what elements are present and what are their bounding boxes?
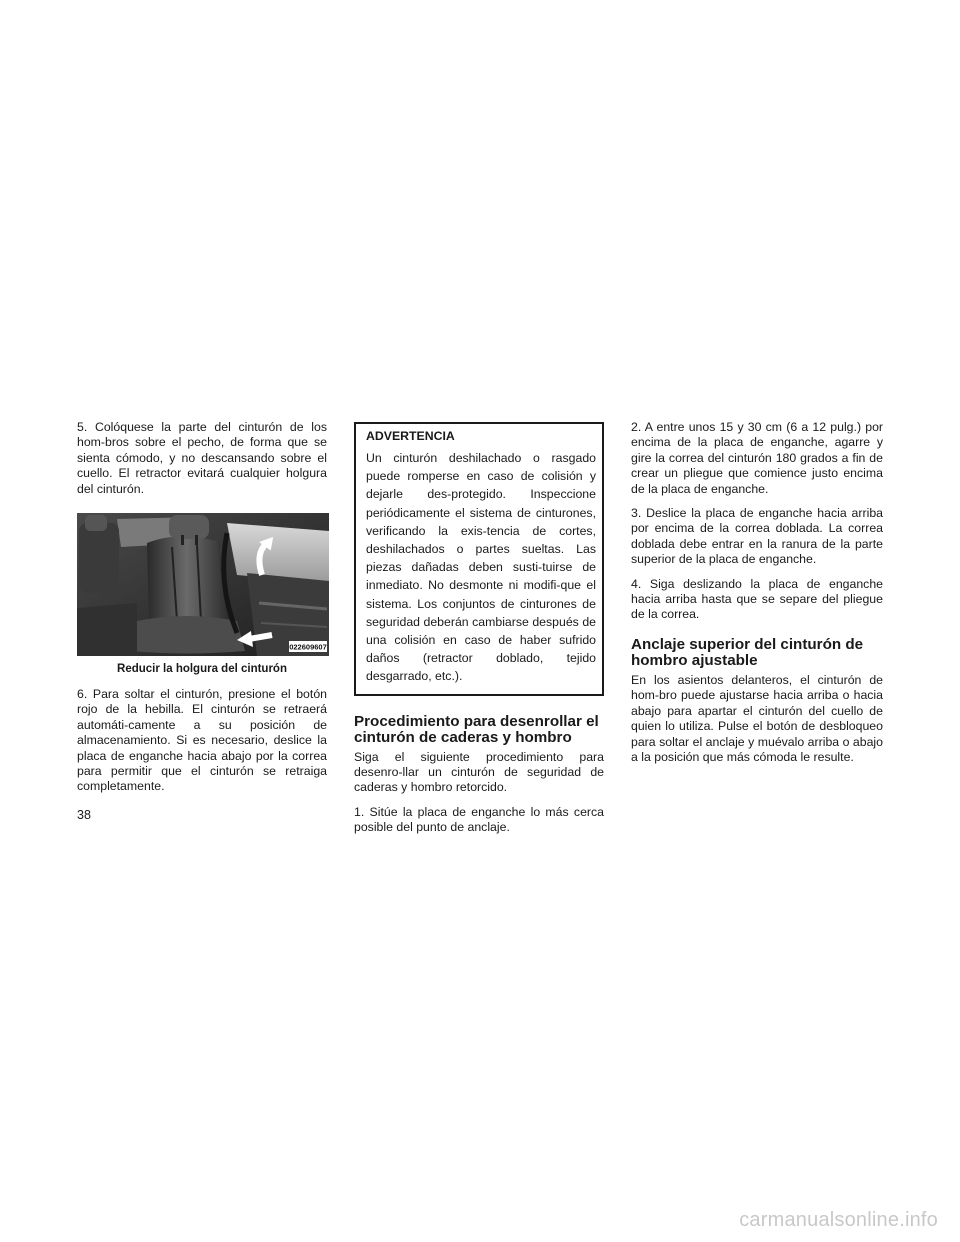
step-5-text: 5. Colóquese la parte del cinturón de los hom-bros sobre el pecho, de forma que se sienta cómodo, y no descansando sobre el cuello. El retractor evitará cualquier holgura del cinturón. <box>77 420 327 496</box>
seat-belt-figure <box>77 513 329 656</box>
step-2-text: 2. A entre unos 15 y 30 cm (6 a 12 pulg.) por encima de la placa de enganche, agarre y gire la correa del cinturón 180 grados a fin de crear un pliegue que comience justo encima de la placa de enganche. <box>631 420 883 496</box>
column-left <box>77 420 327 804</box>
figure-code-label: 022609607 <box>289 642 327 652</box>
car-seat-illustration <box>77 513 329 656</box>
untwist-intro: Siga el siguiente procedimiento para desenro-llar un cinturón de seguridad de caderas y hombro retorcido. <box>354 749 604 795</box>
step-3-text: 3. Deslice la placa de enganche hacia arriba por encima de la correa doblada. La correa doblada debe entrar en la ranura de la parte superior de la placa de enganche. <box>631 506 883 567</box>
warning-text: Un cinturón deshilachado o rasgado puede romperse en caso de colisión y dejarle des-protegido. Inspeccione periódicamente el sistema de cinturones, verificando la exis-tencia de cortes, deshilachados o partes sueltas. Las piezas dañadas deben susti-tuirse de inmediato. No desmonte ni modifi-que el sistema. Los conjuntos de cinturones de seguridad deberán cambiarse después de una colisión en caso de haber sufrido daños (retractor doblado, tejido desgarrado, etc.). <box>366 451 596 684</box>
section-heading-anchor: Anclaje superior del cinturón de hombro ajustable <box>631 635 864 670</box>
page-number: 38 <box>77 808 91 822</box>
section-heading-untwist: Procedimiento para desenrollar el cinturón de caderas y hombro <box>354 712 599 747</box>
anchor-text: En los asientos delanteros, el cinturón de hom-bro puede ajustarse hacia arriba o hacia abajo para apartar el cinturón del cuello de quien lo utiliza. Pulse el botón de desbloqueo para soltar el anclaje y muévalo arriba o abajo a la posición que más cómoda le resulte. <box>631 672 883 764</box>
warning-box <box>354 422 604 696</box>
warning-title: ADVERTENCIA <box>366 429 455 443</box>
figure-caption: Reducir la holgura del cinturón <box>117 663 287 676</box>
step-6-text: 6. Para soltar el cinturón, presione el botón rojo de la hebilla. El cinturón se retraerá automáti-camente a su posición de almacenamiento. Si es necesario, deslice la placa de enganche hacia abajo por la correa para permitir que el cinturón se retraiga completamente. <box>77 687 327 794</box>
column-middle <box>354 420 604 845</box>
watermark-link[interactable]: carmanualsonline.info <box>739 1209 938 1231</box>
step-1-text: 1. Sitúe la placa de enganche lo más cerca posible del punto de anclaje. <box>354 804 604 835</box>
step-4-text: 4. Siga deslizando la placa de enganche hacia arriba hasta que se separe del pliegue de la correa. <box>631 576 883 622</box>
column-right <box>631 420 883 774</box>
